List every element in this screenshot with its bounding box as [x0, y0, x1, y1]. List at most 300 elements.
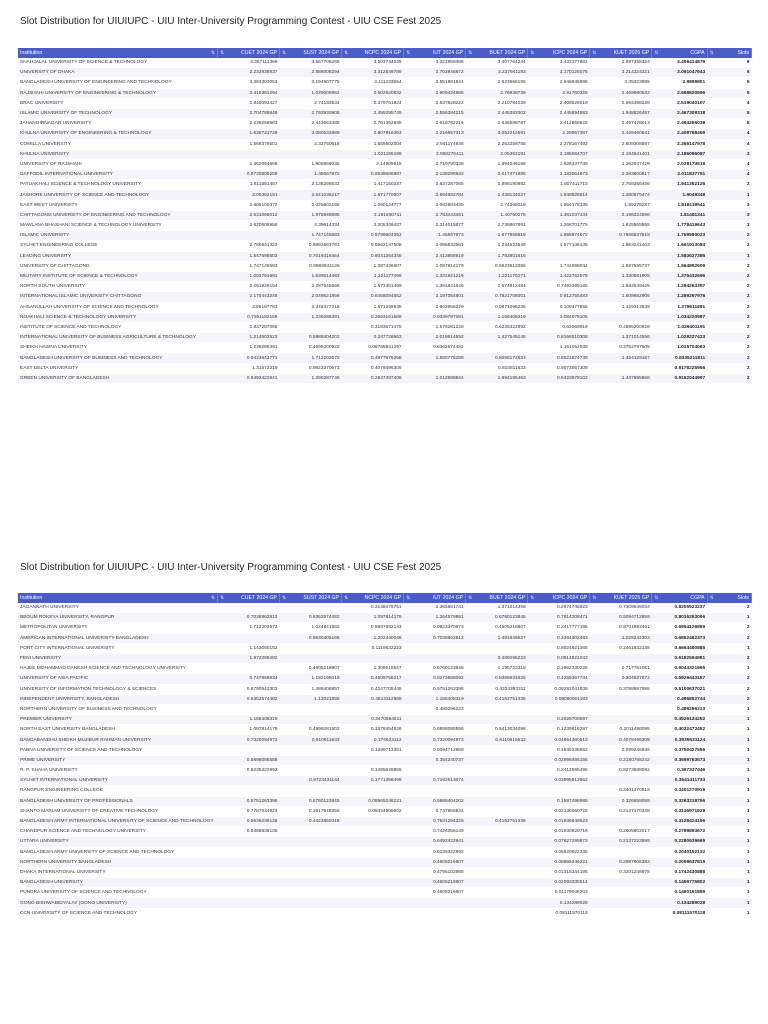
cell-cgpa: 0.1469775802	[652, 878, 707, 888]
cell-icpc-2024-gp: 0.6423979102	[528, 373, 590, 383]
cell-cgpa: 1.034220987	[652, 312, 707, 322]
cell-cuet-2024-gp: 1.569379501	[217, 139, 279, 149]
column-header-cuet-2024-gp[interactable]	[217, 593, 279, 603]
cell-sust-2024-gp: 1.539514483	[279, 271, 341, 281]
sort-icon[interactable]: ⇅	[468, 595, 473, 601]
cell-sust-2024-gp: 0.9723431144	[279, 776, 341, 786]
cell-cuet-2024-gp: 1.143080152	[217, 643, 279, 653]
cell-ncpc-2024-gp: 0.3470684611	[342, 715, 404, 725]
cell-cgpa: 0.3750427556	[652, 745, 707, 755]
sort-icon[interactable]: ⇅	[406, 595, 411, 601]
cell-sust-2024-gp: 0.4699200926	[279, 343, 341, 353]
cell-icpc-2024-gp: 0.7493399195	[528, 282, 590, 292]
cell-kuet-2025-gp: 2.383600817	[590, 170, 652, 180]
column-header-sust-2024-gp[interactable]	[279, 48, 341, 58]
cell-cuet-2024-gp: 2.837287065	[217, 322, 279, 332]
cell-icpc-2024-gp: 0.7614208471	[528, 613, 590, 623]
cell-cgpa: 0.3935521124	[652, 735, 707, 745]
cell-icpc-2024-gp: 0.2284302493	[528, 633, 590, 643]
sort-icon[interactable]: ⇅	[468, 50, 473, 56]
cell-sust-2024-gp: 2.287645566	[279, 282, 341, 292]
cell-cuet-2024-gp: 0.7787034923	[217, 806, 279, 816]
cell-cuet-2024-gp	[217, 786, 279, 796]
cell-institution: EAST WEST UNIVERSITY	[18, 200, 217, 210]
sort-icon[interactable]: ⇅	[530, 595, 535, 601]
cell-cgpa: 0.9335211811	[652, 353, 707, 363]
cell-cuet-2024-gp: 2.415381294	[217, 88, 279, 98]
cell-buet-2024-gp	[466, 715, 528, 725]
cell-slots: 1	[707, 755, 751, 765]
cell-institution: RANGPUR ENGINEERING COLLEGE	[18, 786, 217, 796]
table-row	[18, 302, 752, 312]
cell-slots: 2	[707, 343, 751, 353]
cell-institution: PATUAKHALI SCIENCE & TECHNOLOGY UNIVERSITY	[18, 180, 217, 190]
cell-iut-2024-gp	[404, 786, 466, 796]
cell-cuet-2024-gp: 2.665100372	[217, 200, 279, 210]
cell-buet-2024-gp: 1.221176271	[466, 271, 528, 281]
cell-buet-2024-gp: 0.6235322992	[466, 322, 528, 332]
cell-iut-2024-gp: 2.941174646	[404, 139, 466, 149]
table-row	[18, 129, 752, 139]
cell-sust-2024-gp: 2.32750618	[279, 139, 341, 149]
column-header-icpc-2024-gp[interactable]	[528, 593, 590, 603]
cell-ncpc-2024-gp: 1.571770607	[342, 190, 404, 200]
cell-kuet-2025-gp: 0.304627072	[590, 674, 652, 684]
cell-kuet-2025-gp: 1.582549425	[590, 282, 652, 292]
column-header-cgpa[interactable]	[652, 48, 707, 58]
cell-iut-2024-gp: 1.45667873	[404, 231, 466, 241]
cell-iut-2024-gp: 0.4795102985	[404, 867, 466, 877]
cell-cgpa: 0.496852744	[652, 694, 707, 704]
column-header-ncpc-2024-gp[interactable]	[342, 593, 404, 603]
cell-cuet-2024-gp: 2.05362191	[217, 190, 279, 200]
column-label: Institution	[20, 595, 43, 601]
cell-institution: BANGLADESH ARMY UNIVERSITY OF SCIENCE AND TECHNOLOGY	[18, 847, 217, 857]
cell-slots: 1	[707, 898, 751, 908]
cell-institution: UNIVERSITY OF ASIA PACIFIC	[18, 674, 217, 684]
table-row	[18, 98, 752, 108]
cell-cuet-2024-gp: 0.6898085556	[217, 755, 279, 765]
cell-sust-2024-gp: 0.4422850318	[279, 816, 341, 826]
cell-ncpc-2024-gp: 1.321177496	[342, 271, 404, 281]
cell-cgpa: 2.9899801	[652, 78, 707, 88]
column-label: KUET 2025 GP	[613, 595, 650, 601]
sort-icon[interactable]: ⇅	[592, 50, 597, 56]
cell-institution: METROPOLITAN UNIVERSITY	[18, 623, 217, 633]
column-header-iut-2024-gp[interactable]	[404, 593, 466, 603]
cell-iut-2024-gp: 0.7320094973	[404, 735, 466, 745]
column-header-institution[interactable]	[18, 48, 217, 58]
cell-sust-2024-gp	[279, 857, 341, 867]
table-row	[18, 139, 752, 149]
cell-icpc-2024-gp: 0.2674745923	[528, 603, 590, 613]
cell-cuet-2024-gp: 1.003791691	[217, 271, 279, 281]
cell-buet-2024-gp	[466, 643, 528, 653]
cell-icpc-2024-gp: 1.955974672	[528, 231, 590, 241]
sort-icon[interactable]: ⇅	[530, 50, 535, 56]
cell-kuet-2025-gp: 1.447885866	[590, 373, 652, 383]
cell-icpc-2024-gp: 0.05520622335	[528, 847, 590, 857]
table-row	[18, 664, 752, 674]
cell-kuet-2025-gp: 1.89276287	[590, 200, 652, 210]
cell-kuet-2025-gp	[590, 653, 652, 663]
cell-sust-2024-gp: 1.290287746	[279, 373, 341, 383]
cell-slots: 4	[707, 98, 751, 108]
cell-cgpa: 2.464265038	[652, 119, 707, 129]
cell-cgpa: 1.029227423	[652, 333, 707, 343]
cell-slots: 2	[707, 322, 751, 332]
cell-institution: CHANDPUR SCIENCE AND TECHNOLOGY UNIVERSITY	[18, 827, 217, 837]
sort-icon[interactable]: ⇅	[406, 50, 411, 56]
cell-sust-2024-gp: 1.906866035	[279, 159, 341, 169]
cell-ncpc-2024-gp	[342, 888, 404, 898]
table-row	[18, 149, 752, 159]
cell-cuet-2024-gp: 1.31672219	[217, 363, 279, 373]
cell-cuet-2024-gp: 3.367111369	[217, 58, 279, 68]
table-row	[18, 816, 752, 826]
sort-icon[interactable]: ⇅	[592, 595, 597, 601]
table-row	[18, 231, 752, 241]
cell-kuet-2025-gp: 1.424129167	[590, 353, 652, 363]
cell-institution: CHITTAGONG UNIVERSITY OF ENGINEERING AND TECHNOLOGY	[18, 210, 217, 220]
cell-institution: MILITARY INSTITUTE OF SCIENCE & TECHNOLOGY	[18, 271, 217, 281]
cell-institution: SHANTO MARIAM UNIVERSITY OF CREATIVE TECHNOLOGY	[18, 806, 217, 816]
cell-buet-2024-gp: 3.052212591	[466, 129, 528, 139]
cell-cuet-2024-gp	[217, 908, 279, 918]
cell-institution: INTERNATIONAL UNIVERSITY OF BUSINESS AGRICULTURE & TECHNOLOGY	[18, 333, 217, 343]
cell-institution: DHAKA INTERNATIONAL UNIVERSITY	[18, 867, 217, 877]
cell-slots: 2	[707, 180, 751, 190]
sort-icon[interactable]: ⇅	[654, 50, 659, 56]
cell-slots: 2	[707, 684, 751, 694]
cell-slots: 1	[707, 878, 751, 888]
cell-cuet-2024-gp: 1.166408319	[217, 715, 279, 725]
cell-sust-2024-gp	[279, 786, 341, 796]
cell-iut-2024-gp: 0.354240737	[404, 755, 466, 765]
cell-institution: R. P. SHAHA UNIVERSITY	[18, 766, 217, 776]
column-header-ncpc-2024-gp[interactable]	[342, 48, 404, 58]
cell-institution: NORTHERN UNIVERSITY OF BUSINESS AND TECHNOLOGY	[18, 704, 217, 714]
table-row	[18, 653, 752, 663]
table-row	[18, 170, 752, 180]
cell-kuet-2025-gp: 1.360679474	[590, 190, 652, 200]
column-label: CUET 2024 GP	[241, 595, 277, 601]
cell-icpc-2024-gp: 0.01930829716	[528, 827, 590, 837]
column-label: Institution	[20, 50, 43, 56]
sort-icon[interactable]: ⇅	[219, 50, 225, 56]
cell-ncpc-2024-gp: 0.3148475751	[342, 603, 404, 613]
column-header-sust-2024-gp[interactable]	[279, 593, 341, 603]
cell-kuet-2025-gp	[590, 776, 652, 786]
cell-ncpc-2024-gp	[342, 867, 404, 877]
cell-cuet-2024-gp	[217, 847, 279, 857]
sort-icon[interactable]: ⇅	[709, 50, 714, 56]
cell-cuet-2024-gp: 3.363303053	[217, 78, 279, 88]
cell-icpc-2024-gp: 0.6521874739	[528, 353, 590, 363]
cell-cgpa: 1.778419643	[652, 221, 707, 231]
cell-ncpc-2024-gp: 0.08785941297	[342, 343, 404, 353]
cell-sust-2024-gp	[279, 898, 341, 908]
cell-sust-2024-gp: 0.4605216907	[279, 664, 341, 674]
cell-cgpa: 2.028173518	[652, 159, 707, 169]
table-row	[18, 108, 752, 118]
cell-cgpa: 0.367337446	[652, 766, 707, 776]
cell-institution: UNIVERSITY OF DHAKA	[18, 68, 217, 78]
cell-institution: PREMIER UNIVERSITY	[18, 715, 217, 725]
table-row	[18, 261, 752, 271]
cell-slots: 4	[707, 129, 751, 139]
cell-icpc-2024-gp: 0.08965246221	[528, 857, 590, 867]
cell-cuet-2024-gp: 1.712202672	[217, 623, 279, 633]
cell-sust-2024-gp: 0.3917948256	[279, 806, 341, 816]
cell-buet-2024-gp: 1.894195463	[466, 373, 528, 383]
cell-iut-2024-gp: 0.4605216907	[404, 857, 466, 867]
cell-ncpc-2024-gp: 0.8041264345	[342, 251, 404, 261]
cell-kuet-2025-gp: 0.8701893461	[590, 623, 652, 633]
cell-cuet-2024-gp	[217, 776, 279, 786]
cell-ncpc-2024-gp: 0.1119632223	[342, 643, 404, 653]
cell-kuet-2025-gp: 2.469680632	[590, 88, 652, 98]
cell-buet-2024-gp: 0.4605216907	[466, 623, 528, 633]
cell-sust-2024-gp: 1.024941862	[279, 623, 341, 633]
cell-slots: 3	[707, 221, 751, 231]
column-header-institution[interactable]	[18, 593, 217, 603]
cell-buet-2024-gp: 1.481645527	[466, 633, 528, 643]
cell-kuet-2025-gp: 0.2180795242	[590, 755, 652, 765]
column-header-kuet-2025-gp[interactable]	[590, 48, 652, 58]
cell-ncpc-2024-gp: 1.097814179	[342, 613, 404, 623]
cell-buet-2024-gp: 2.445382002	[466, 108, 528, 118]
column-header-buet-2024-gp[interactable]	[466, 48, 528, 58]
table-row	[18, 221, 752, 231]
cell-institution: RAJSHAHI UNIVERSITY OF ENGINEERING & TECHNOLOGY	[18, 88, 217, 98]
table-row	[18, 613, 752, 623]
cell-icpc-2024-gp: 1.422762576	[528, 271, 590, 281]
cell-slots: 5	[707, 78, 751, 88]
cell-iut-2024-gp: 2.564682784	[404, 190, 466, 200]
cell-cgpa: 2.668820896	[652, 88, 707, 98]
cell-sust-2024-gp: 2.138298532	[279, 180, 341, 190]
cell-slots: 1	[707, 888, 751, 898]
cell-cgpa: 3.091047943	[652, 68, 707, 78]
cell-ncpc-2024-gp: 0.09334908602	[342, 806, 404, 816]
column-label: ICPC 2024 GP	[552, 595, 588, 601]
table-row	[18, 847, 752, 857]
column-label: NCPC 2024 GP	[364, 595, 402, 601]
cell-cgpa: 1.818119541	[652, 200, 707, 210]
cell-icpc-2024-gp: 0.109477859	[528, 302, 590, 312]
column-header-cgpa[interactable]	[652, 593, 707, 603]
cell-icpc-2024-gp	[528, 786, 590, 796]
cell-ncpc-2024-gp: 0.6538686987	[342, 170, 404, 180]
cell-kuet-2025-gp: 1.371014556	[590, 333, 652, 343]
cell-ncpc-2024-gp: 0.1578454626	[342, 725, 404, 735]
cell-slots: 3	[707, 200, 751, 210]
cell-iut-2024-gp: 2.909424685	[404, 88, 466, 98]
cell-kuet-2025-gp: 0.3201248978	[590, 867, 652, 877]
cell-kuet-2025-gp: 1.625565955	[590, 221, 652, 231]
table-row	[18, 603, 752, 613]
cell-slots: 1	[707, 857, 751, 867]
cell-iut-2024-gp	[404, 898, 466, 908]
cell-iut-2024-gp: 0.489296223	[404, 704, 466, 714]
cell-sust-2024-gp	[279, 867, 341, 877]
cell-institution: AHSANULLAH UNIVERSITY OF SCIENCE AND TECHNOLOGY	[18, 302, 217, 312]
cell-ncpc-2024-gp: 0.08965246221	[342, 796, 404, 806]
cell-cuet-2024-gp: 2.620605958	[217, 221, 279, 231]
column-header-slots[interactable]	[707, 593, 751, 603]
cell-icpc-2024-gp: 2.378167492	[528, 139, 590, 149]
cell-slots: 1	[707, 251, 751, 261]
cell-slots: 2	[707, 292, 751, 302]
cell-kuet-2025-gp: 0.3401270919	[590, 786, 652, 796]
table-row	[18, 159, 752, 169]
sort-icon[interactable]: ⇅	[709, 595, 714, 601]
sort-icon[interactable]: ⇅	[344, 595, 349, 601]
cell-iut-2024-gp: 2.197054801	[404, 292, 466, 302]
cell-buet-2024-gp	[466, 857, 528, 867]
cell-slots: 1	[707, 786, 751, 796]
cell-cgpa: 2.519040107	[652, 98, 707, 108]
cell-icpc-2024-gp: 2.948845886	[528, 78, 590, 88]
cell-ncpc-2024-gp	[342, 786, 404, 796]
cell-kuet-2025-gp	[590, 251, 652, 261]
cell-buet-2024-gp: 3.237941193	[466, 68, 528, 78]
sort-icon[interactable]: ⇅	[219, 595, 225, 601]
cell-buet-2024-gp: 0.9871096236	[466, 302, 528, 312]
table-row	[18, 210, 752, 220]
cell-iut-2024-gp: 2.783443461	[404, 210, 466, 220]
cell-iut-2024-gp: 2.095532561	[404, 241, 466, 251]
cell-ncpc-2024-gp	[342, 847, 404, 857]
cell-buet-2024-gp: 0.8058172533	[466, 353, 528, 363]
cell-institution: EAST DELTA UNIVERSITY	[18, 363, 217, 373]
cell-slots: 1	[707, 745, 751, 755]
cell-cuet-2024-gp	[217, 837, 279, 847]
column-header-kuet-2025-gp[interactable]	[590, 593, 652, 603]
cell-kuet-2025-gp: 0.3762797505	[590, 343, 652, 353]
cell-institution: COMILLA UNIVERSITY	[18, 139, 217, 149]
cell-cgpa: 0.2789893672	[652, 827, 707, 837]
cell-cgpa: 1.375432696	[652, 271, 707, 281]
cell-ncpc-2024-gp: 1.308018547	[342, 664, 404, 674]
cell-ncpc-2024-gp: 1.202440046	[342, 633, 404, 643]
cell-cuet-2024-gp: 2.531066012	[217, 210, 279, 220]
cell-cuet-2024-gp: 0.6362574482	[217, 694, 279, 704]
cell-icpc-2024-gp: 0.2417777195	[528, 623, 590, 633]
cell-slots: 1	[707, 908, 751, 918]
cell-kuet-2025-gp: 2.184941401	[590, 149, 652, 159]
sort-icon[interactable]: ⇅	[281, 50, 287, 56]
cell-kuet-2025-gp	[590, 816, 652, 826]
cell-kuet-2025-gp: 1.509852906	[590, 292, 652, 302]
cell-buet-2024-gp	[466, 745, 528, 755]
cell-buet-2024-gp: 1.166408319	[466, 312, 528, 322]
cell-buet-2024-gp: 0.5523513365	[466, 261, 528, 271]
cell-iut-2024-gp: 2.837528222	[404, 98, 466, 108]
cell-institution: GREEN UNIVERSITY OF BANGLADESH	[18, 373, 217, 383]
table-body	[18, 58, 752, 384]
sort-icon[interactable]: ⇅	[281, 595, 287, 601]
cell-iut-2024-gp: 1.097814179	[404, 261, 466, 271]
cell-iut-2024-gp: 2.556284215	[404, 108, 466, 118]
cell-kuet-2025-gp	[590, 878, 652, 888]
cell-cuet-2024-gp: 2.239258583	[217, 119, 279, 129]
cell-cuet-2024-gp: 0.5636238128	[217, 816, 279, 826]
cell-cuet-2024-gp: 0.5468836105	[217, 827, 279, 837]
cell-sust-2024-gp	[279, 715, 341, 725]
cell-icpc-2024-gp: 0.0914821043	[528, 653, 590, 663]
cell-ncpc-2024-gp: 0.1771356498	[342, 776, 404, 786]
cell-iut-2024-gp: 2.082883435	[404, 200, 466, 210]
column-label: CGPA	[690, 595, 705, 601]
column-header-iut-2024-gp[interactable]	[404, 48, 466, 58]
table-row	[18, 827, 752, 837]
cell-ncpc-2024-gp: 0.2847497406	[342, 373, 404, 383]
cell-ncpc-2024-gp: 0.8455084652	[342, 292, 404, 302]
table-row	[18, 180, 752, 190]
cell-iut-2024-gp: 2.837287065	[404, 180, 466, 190]
cell-buet-2024-gp: 2.74368018	[466, 200, 528, 210]
cell-cuet-2024-gp	[217, 633, 279, 643]
cell-ncpc-2024-gp: 0.4509758217	[342, 674, 404, 684]
table-row	[18, 674, 752, 684]
cell-icpc-2024-gp: 1.268701775	[528, 221, 590, 231]
cell-cuet-2024-gp: 0.5751263396	[217, 796, 279, 806]
sort-icon[interactable]: ⇅	[210, 50, 215, 56]
sort-icon[interactable]: ⇅	[210, 595, 215, 601]
sort-icon[interactable]: ⇅	[654, 595, 659, 601]
cell-cuet-2024-gp: 1.611551457	[217, 180, 279, 190]
cell-ncpc-2024-gp: 0.8562147508	[342, 241, 404, 251]
cell-kuet-2025-gp: 0.2461832138	[590, 643, 652, 653]
cell-cgpa: 0.2009637819	[652, 857, 707, 867]
column-header-icpc-2024-gp[interactable]	[528, 48, 590, 58]
cell-buet-2024-gp: 1.782801616	[466, 251, 528, 261]
cell-buet-2024-gp	[466, 898, 528, 908]
cell-buet-2024-gp: 1.574912484	[466, 282, 528, 292]
cell-cgpa: 1.759590023	[652, 231, 707, 241]
cell-slots: 2	[707, 623, 751, 633]
column-header-cuet-2024-gp[interactable]	[217, 48, 279, 58]
cell-cgpa: 0.3136971928	[652, 806, 707, 816]
cell-kuet-2025-gp	[590, 888, 652, 898]
cell-sust-2024-gp	[279, 837, 341, 847]
cell-ncpc-2024-gp: 2.379761824	[342, 98, 404, 108]
table-row	[18, 786, 752, 796]
sort-icon[interactable]: ⇅	[344, 50, 349, 56]
cell-cgpa: 0.3541411733	[652, 776, 707, 786]
cell-slots: 1	[707, 837, 751, 847]
cell-iut-2024-gp: 2.138298532	[404, 170, 466, 180]
column-header-buet-2024-gp[interactable]	[466, 593, 528, 603]
cell-kuet-2025-gp	[590, 847, 652, 857]
cell-icpc-2024-gp: 1.161052039	[528, 343, 590, 353]
cell-ncpc-2024-gp: 0.4513112569	[342, 694, 404, 704]
column-header-slots[interactable]	[707, 48, 751, 58]
cell-buet-2024-gp	[466, 806, 528, 816]
cell-kuet-2025-gp: 3.35323985	[590, 78, 652, 88]
cell-slots: 1	[707, 776, 751, 786]
cell-cuet-2024-gp	[217, 878, 279, 888]
cell-iut-2024-gp: 0.6760123845	[404, 664, 466, 674]
table-row	[18, 343, 752, 353]
cell-cgpa: 0.134289028	[652, 898, 707, 908]
table-row	[18, 88, 752, 98]
table-row	[18, 766, 752, 776]
table-row	[18, 373, 752, 383]
cell-institution: NORTHERN UNIVERSITY BANGLADESH	[18, 857, 217, 867]
